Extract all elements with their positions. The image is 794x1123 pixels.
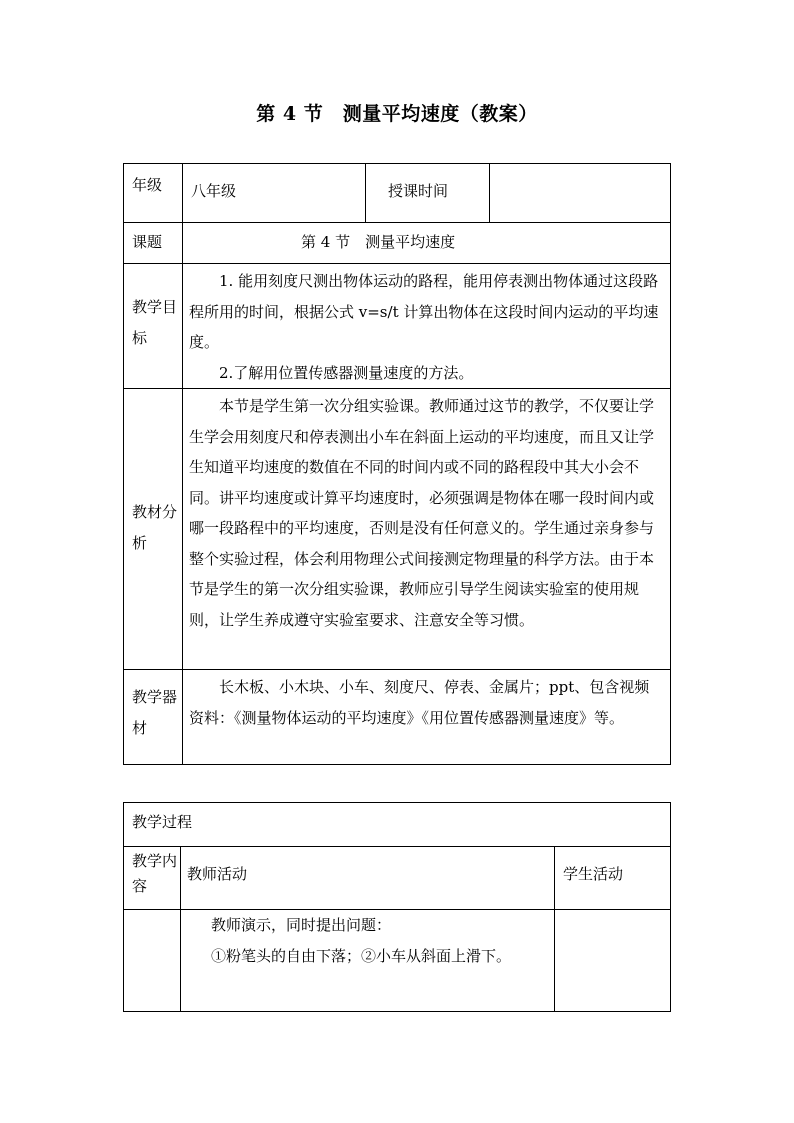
goals-cell	[183, 264, 671, 389]
equipment-cell	[183, 670, 671, 765]
teacher-activity-cell	[181, 910, 555, 1012]
page-title: 第 4 节 测量平均速度（教案）	[256, 103, 538, 125]
topic-value: 第 4 节 测量平均速度	[183, 223, 671, 264]
teacher-activity-line: 教师演示，同时提出问题：	[211, 916, 392, 934]
teacher-activity-line: ①粉笔头的自由下落；②小车从斜面上滑下。	[211, 946, 512, 965]
row-content-cell	[124, 910, 181, 1012]
teaching-process-table	[123, 802, 671, 1012]
goal-item: 2.了解用位置传感器测量速度的方法。	[219, 363, 474, 382]
class-time-value	[490, 164, 671, 223]
goals-label: 教学目标	[124, 264, 183, 389]
analysis-label: 教材分析	[124, 389, 183, 670]
topic-label: 课题	[124, 223, 183, 264]
content-column-header: 教学内容	[124, 847, 181, 910]
analysis-text: 本节是学生第一次分组实验课。教师通过这节的教学，不仅要让学生学会用刻度尺和停表测出小车在斜面上运动的平均速度，而且又让学生知道平均速度的数值在不同的时间内或不同的路程段中其大小会不同。讲平均速度或计算平均速度时，必须强调是物体在哪一段时间内或哪一段路程中的平均速度，否则是没有任何意义的。学生通过亲身参与整个实验过程，体会利用物理公式间接测定物理量的科学方法。由于本节是学生的第一次分组实验课，教师应引导学生阅读实验室的使用规则，让学生养成遵守实验室要求、注意安全等习惯。	[189, 397, 655, 629]
student-column-header: 学生活动	[555, 847, 671, 910]
equipment-text: 长木板、小木块、小车、刻度尺、停表、金属片；ppt、包含视频资料：《测量物体运动的平均速度》《用位置传感器测量速度》等。	[189, 678, 650, 727]
class-time-label: 授课时间	[366, 164, 490, 223]
student-activity-cell	[555, 910, 671, 1012]
analysis-cell	[183, 389, 671, 670]
goal-item: 1. 能用刻度尺测出物体运动的路程，能用停表测出物体通过这段路程所用的时间，根据公式 v=s/t 计算出物体在这段时间内运动的平均速度。	[189, 272, 659, 351]
grade-value: 八年级	[183, 164, 366, 223]
grade-label: 年级	[124, 164, 183, 223]
teacher-column-header: 教师活动	[181, 847, 555, 910]
process-header: 教学过程	[124, 803, 671, 847]
lesson-info-table	[123, 163, 671, 765]
equipment-label: 教学器材	[124, 670, 183, 765]
